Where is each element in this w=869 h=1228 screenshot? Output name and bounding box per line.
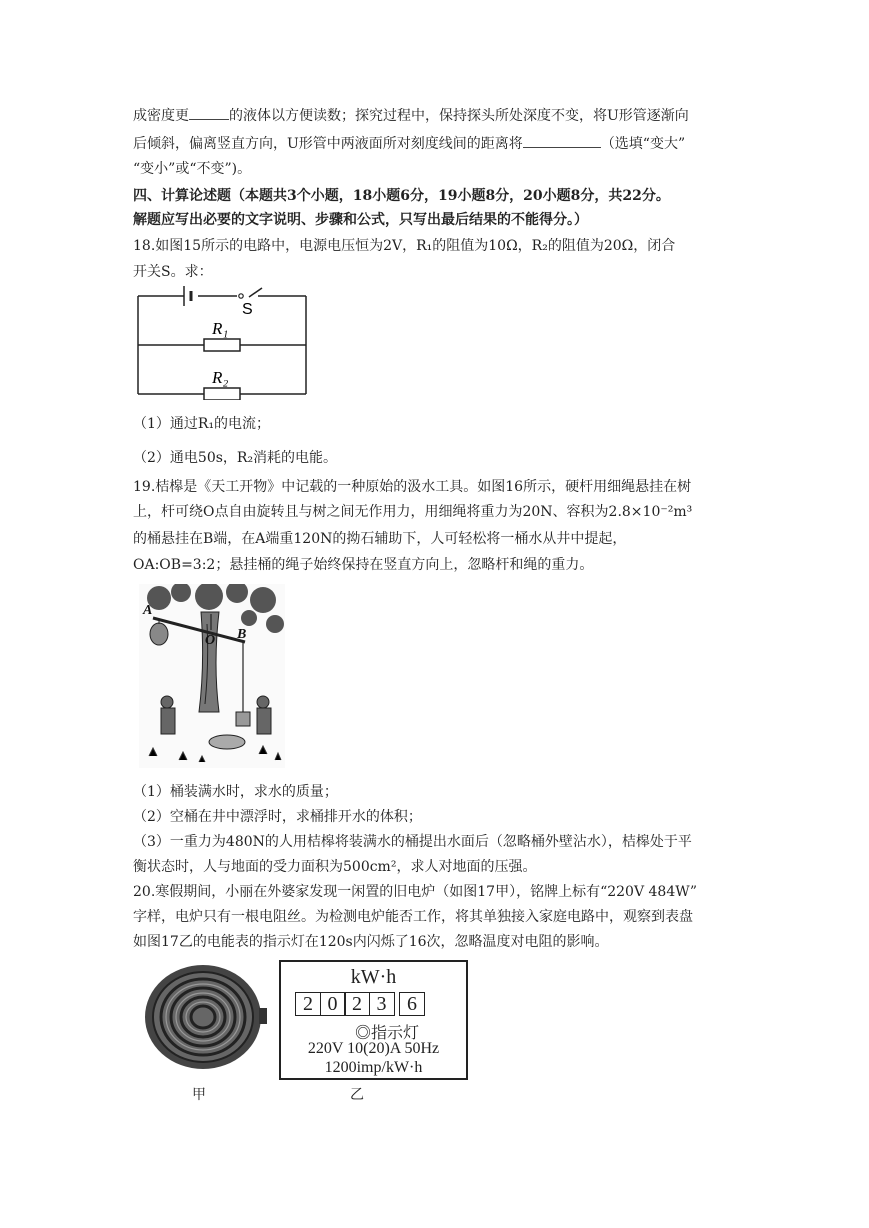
question-19-part-1: （1）桶装满水时，求水的质量；: [133, 784, 338, 800]
question-19-text-cont: OA:OB=3:2；悬挂桶的绳子始终保持在竖直方向上，忽略杆和绳的重力。: [133, 557, 594, 573]
question-18-part-1: （1）通过R₁的电流；: [133, 416, 271, 432]
question-19-part-3-cont: 衡状态时，人与地面的受力面积为500cm²，求人对地面的压强。: [133, 859, 537, 875]
point-o-label: O: [205, 633, 216, 648]
electric-meter: [279, 960, 468, 1080]
text-segment: 成密度更: [133, 108, 189, 124]
question-20-text-cont: 字样，电炉只有一根电阻丝。为检测电炉能否工作，将其单独接入家庭电路中，观察到表盘: [133, 909, 693, 925]
text-segment: 后倾斜，偏离竖直方向，U形管中两液面所对刻度线间的距离将: [133, 136, 523, 152]
caption-jia: 甲: [192, 1087, 206, 1103]
question-20-text: 20.寒假期间，小丽在外婆家发现一闲置的旧电炉（如图17甲），铭牌上标有“220V 484W”: [133, 884, 698, 900]
circuit-diagram: [134, 282, 314, 400]
indicator-light-label: ◎指示灯: [355, 1025, 420, 1042]
meter-spec: 220V 10(20)A 50Hz: [307, 1040, 440, 1057]
r2-label: R₂: [212, 368, 229, 387]
question-18-text: 18.如图15所示的电路中，电源电压恒为2V，R₁的阻值为10Ω，R₂的阻值为20Ω，闭合: [133, 238, 676, 254]
question-19-text: 19.桔槔是《天工开物》中记载的一种原始的汲水工具。如图16所示，硬杆用细绳悬挂在树: [133, 479, 692, 495]
electric-stove-image: [143, 962, 267, 1072]
fill-blank: [523, 133, 601, 148]
meter-unit: kW·h: [350, 966, 397, 988]
meter-constant: 1200imp/kW·h: [324, 1059, 423, 1076]
section-heading: 四、计算论述题（本题共3个小题，18小题6分，19小题8分，20小题8分，共22分。: [133, 188, 670, 204]
text-line: [133, 105, 689, 126]
shadoof-illustration: [139, 584, 285, 768]
point-b-label: B: [237, 627, 247, 642]
text-line: [133, 133, 685, 154]
caption-yi: 乙: [350, 1087, 364, 1103]
text-line: “变小”或“不变”)。: [133, 161, 252, 177]
section-instructions: 解题应写出必要的文字说明、步骤和公式，只写出最后结果的不能得分。）: [133, 212, 588, 228]
question-19-text-cont: 上，杆可绕O点自由旋转且与树之间无作用力，用细绳将重力为20N、容积为2.8×10⁻²m³: [133, 504, 693, 520]
meter-digit: 2: [295, 992, 321, 1016]
text-segment: 的液体以方便读数；探究过程中，保持探头所处深度不变，将U形管逐渐向: [229, 108, 689, 124]
point-a-label: A: [143, 603, 153, 618]
meter-digit: 2: [344, 992, 370, 1016]
question-19-part-2: （2）空桶在井中漂浮时，求桶排开水的体积；: [133, 809, 422, 825]
fill-blank: [189, 105, 229, 120]
question-18-part-2: （2）通电50s，R₂消耗的电能。: [133, 450, 338, 466]
meter-decimal-digit: 6: [399, 992, 425, 1016]
question-19-text-cont: 的桶悬挂在B端，在A端重120N的拗石辅助下，人可轻松将一桶水从井中提起，: [133, 531, 627, 547]
question-20-text-cont: 如图17乙的电能表的指示灯在120s内闪烁了16次，忽略温度对电阻的影响。: [133, 934, 609, 950]
question-19-part-3: （3）一重力为480N的人用桔槔将装满水的桶提出水面后（忽略桶外壁沾水），桔槔处于平: [133, 834, 692, 850]
meter-reading: [295, 992, 424, 1016]
question-18-text-cont: 开关S。求：: [133, 264, 213, 280]
r1-label: R₁: [212, 319, 229, 338]
switch-terminal: [239, 294, 243, 298]
meter-digit: 0: [320, 992, 346, 1016]
switch-label: S: [242, 301, 253, 318]
meter-digit: 3: [369, 992, 395, 1016]
text-segment: （选填“变大”: [600, 136, 686, 152]
